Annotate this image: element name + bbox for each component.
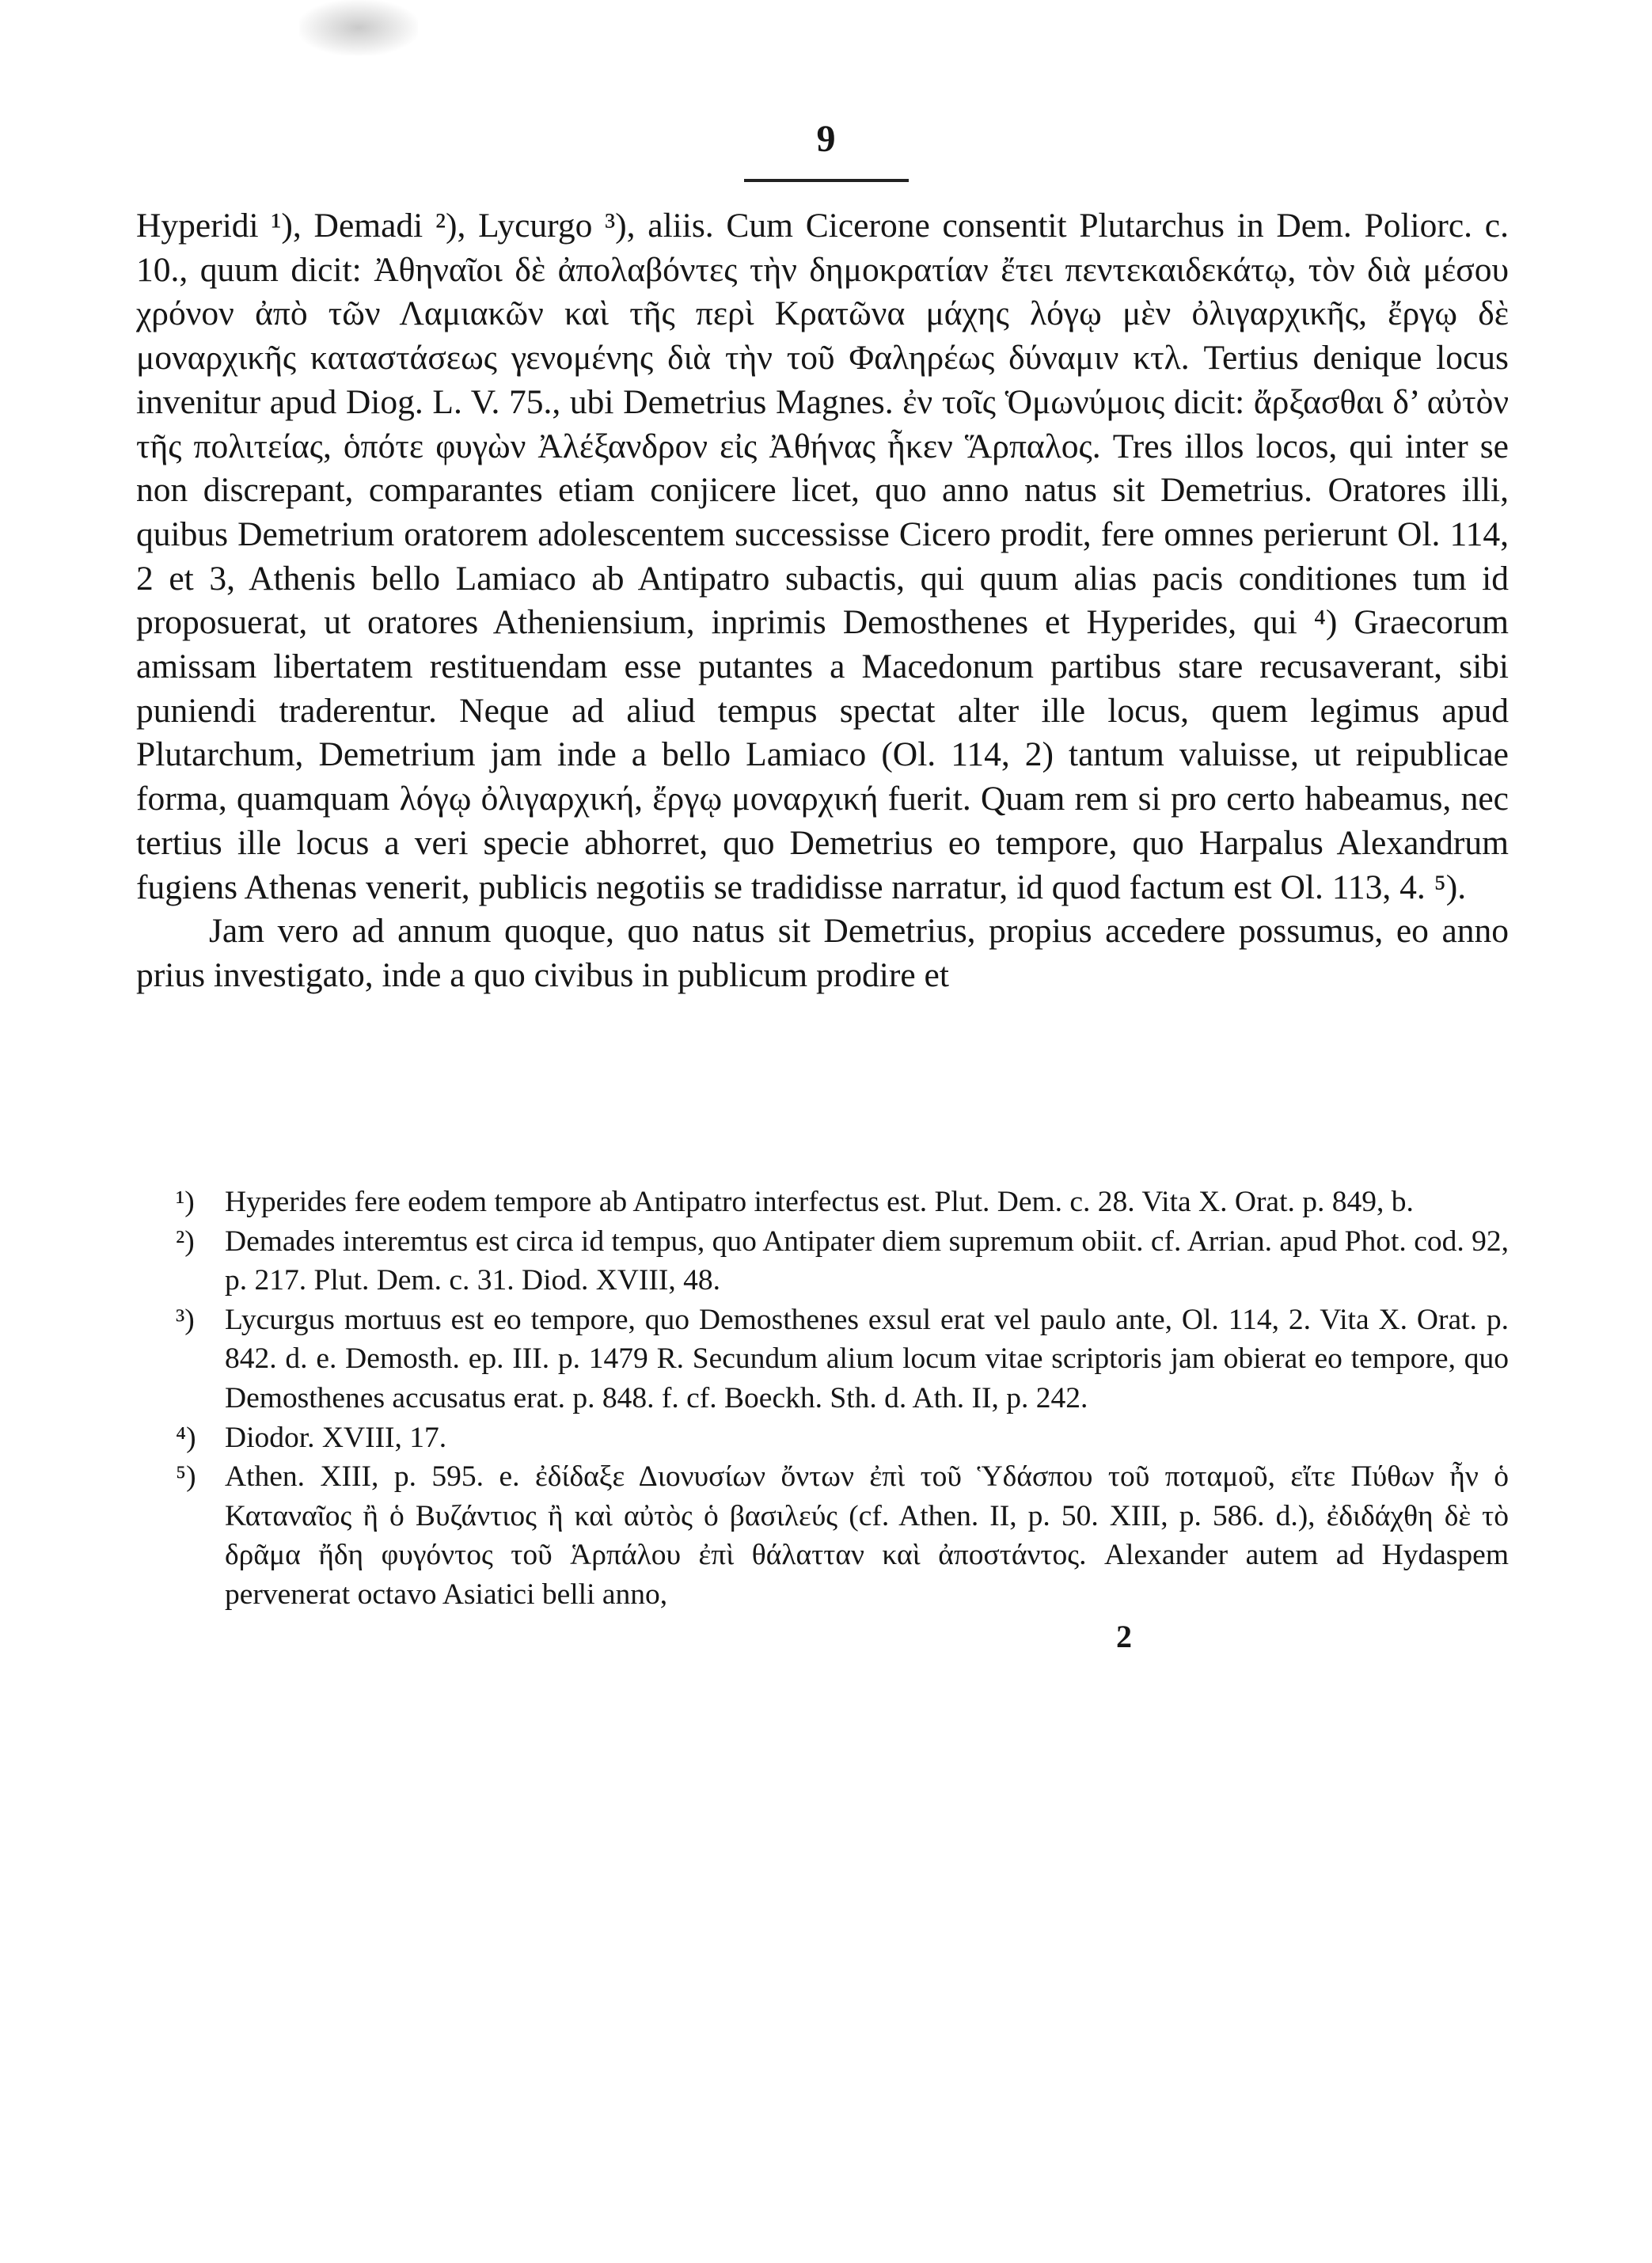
- signature-mark: 2: [1116, 1619, 1132, 1654]
- footnote-5: [176, 1457, 1509, 1614]
- page-number: 9: [816, 118, 836, 160]
- footnote-marker: ⁴): [176, 1421, 196, 1454]
- footnote-marker: ²): [176, 1225, 195, 1258]
- footnote-marker: ¹): [176, 1186, 195, 1218]
- footnote-text: Diodor. XVIII, 17.: [225, 1421, 447, 1454]
- body-paragraph-2: Jam vero ad annum quoque, quo natus sit Demetrius, propius accedere possumus, eo anno prius investigato, inde a quo civibus in publicum prodire et: [136, 912, 1509, 994]
- footnote-text: Demades interemtus est circa id tempus, quo Antipater diem supremum obiit. cf. Arrian. apud Phot. cod. 92, p. 217. Plut. Dem. c. 31. Diod. XVIII, 48.: [225, 1225, 1509, 1297]
- body-paragraph-1: Hyperidi ¹), Demadi ²), Lycurgo ³), aliis. Cum Cicerone consentit Plutarchus in Dem. Poliorc. c. 10., quum dicit: Ἀθηναῖοι δὲ ἀπολαβόντες τὴν δημοκρατίαν ἔτει πεντεκαιδεκάτῳ, τὸν διὰ μέσου χρόνον ἀπὸ τῶν Λαμιακῶν καὶ τῆς περὶ Κρατῶνα μάχης λόγῳ μὲν ὀλιγαρχικῆς, ἔργῳ δὲ μοναρχικῆς καταστάσεως γενομένης διὰ τὴν τοῦ Φαληρέως δύναμιν κτλ. Tertius denique locus invenitur apud Diog. L. V. 75., ubi Demetrius Magnes. ἐν τοῖς Ὁμωνύμοις dicit: ἄρξασθαι δ’ αὐτὸν τῆς πολιτείας, ὁπότε φυγὼν Ἀλέξανδρον εἰς Ἀθήνας ἧκεν Ἅρπαλος. Tres illos locos, qui inter se non discrepant, comparantes etiam conjicere licet, quo anno natus sit Demetrius. Oratores illi, quibus Demetrium oratorem adolescentem successisse Cicero prodit, fere omnes perierunt Ol. 114, 2 et 3, Athenis bello Lamiaco ab Antipatro subactis, qui quum alias pacis conditiones tum id proposuerat, ut oratores Atheniensium, inprimis Demosthenes et Hyperides, qui ⁴) Graecorum amissam libertatem restituendam esse putantes a Macedonum partibus stare recusaverant, sibi puniendi traderentur. Neque ad aliud tempus spectat alter ille locus, quem legimus apud Plutarchum, Demetrium jam inde a bello Lamiaco (Ol. 114, 2) tantum valuisse, ut reipublicae forma, quamquam λόγῳ ὀλιγαρχική, ἔργῳ μοναρχική fuerit. Quam rem si pro certo habeamus, nec tertius ille locus a veri specie abhorret, quo Demetrius eo tempore, quo Harpalus Alexandrum fugiens Athenas venerit, publicis negotiis se tradidisse narratur, id quod factum est Ol. 113, 4. ⁵).: [136, 207, 1509, 906]
- ink-smudge: [299, 0, 418, 55]
- footnote-4: [176, 1418, 1509, 1458]
- main-text: [136, 204, 1509, 998]
- footnote-1: [176, 1183, 1509, 1222]
- footnote-text: Lycurgus mortuus est eo tempore, quo Demosthenes exsul erat vel paulo ante, Ol. 114, 2. Vita X. Orat. p. 842. d. e. Demosth. ep. III. p. 1479 R. Secundum alium locum vitae scriptoris jam obierat eo tempore, quo Demosthenes accusatus erat. p. 848. f. cf. Boeckh. Sth. d. Ath. II, p. 242.: [225, 1303, 1509, 1414]
- footnote-2: [176, 1222, 1509, 1300]
- footnote-text: Athen. XIII, p. 595. e. ἐδίδαξε Διονυσίων ὄντων ἐπὶ τοῦ Ὑδάσπου τοῦ ποταμοῦ, εἴτε Πύθων ἦν ὁ Καταναῖος ἢ ὁ Βυζάντιος ἢ καὶ αὐτὸς ὁ βασιλεύς (cf. Athen. II, p. 50. XIII, p. 586. d.), ἐδιδάχθη δὲ τὸ δρᾶμα ἤδη φυγόντος τοῦ Ἁρπάλου ἐπὶ θάλατταν καὶ ἀποστάντος. Alexander autem ad Hydaspem pervenerat octavo Asiatici belli anno,: [225, 1460, 1509, 1611]
- footnote-3: [176, 1300, 1509, 1418]
- footnote-text: Hyperides fere eodem tempore ab Antipatro interfectus est. Plut. Dem. c. 28. Vita X. Orat. p. 849, b.: [225, 1186, 1414, 1218]
- footnote-marker: ³): [176, 1303, 195, 1336]
- footnote-marker: ⁵): [176, 1460, 196, 1494]
- footnotes-section: [176, 1183, 1509, 1615]
- header-rule: [744, 179, 909, 182]
